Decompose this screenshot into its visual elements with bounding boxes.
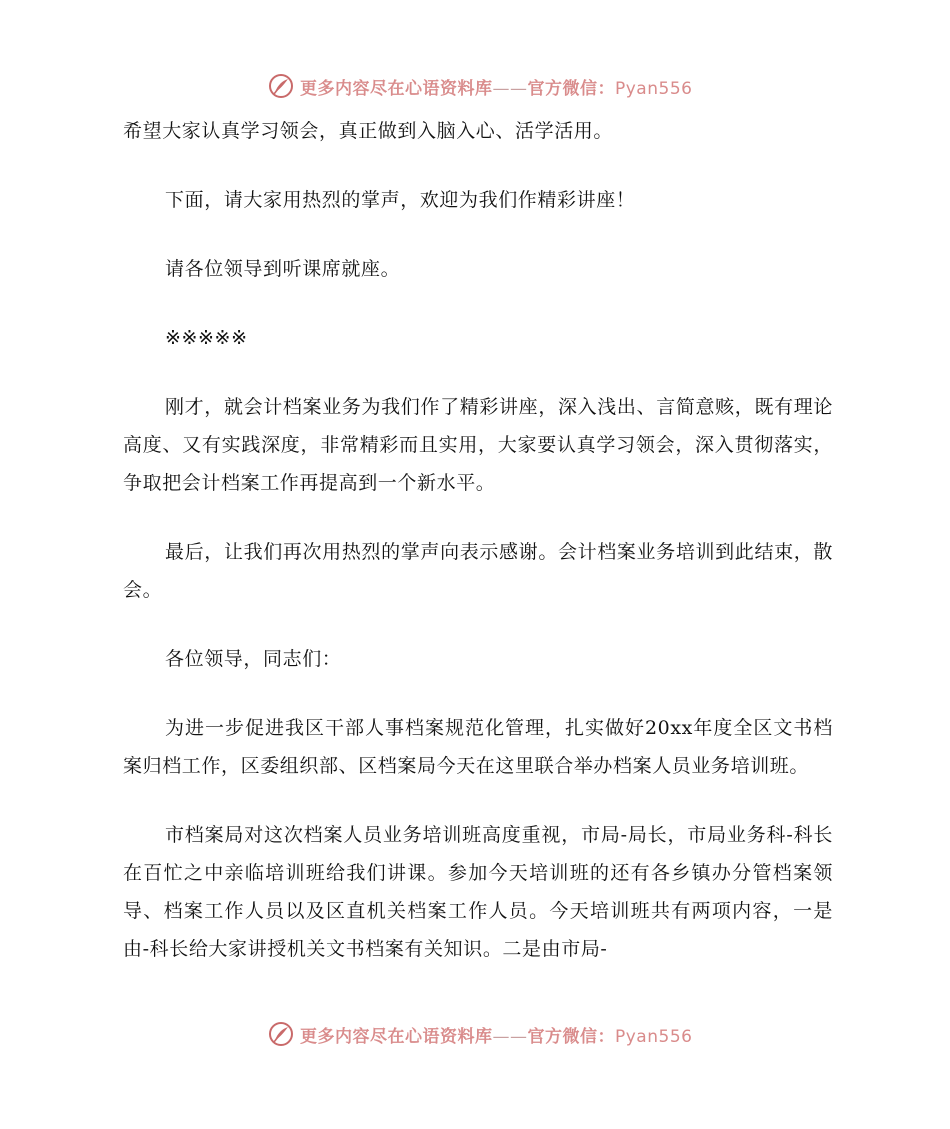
- paragraph: 最后，让我们再次用热烈的掌声向表示感谢。会计档案业务培训到此结束，散会。: [123, 541, 833, 601]
- paragraph: 市档案局对这次档案人员业务培训班高度重视，市局-局长，市局业务科-科长在百忙之中亲临培训班给我们讲课。参加今天培训班的还有各乡镇办分管档案领导、档案工作人员以及区直机关档案工作人员。今天培训班共有两项内容，一是由-科长给大家讲授机关文书档案有关知识。二是由市局-: [123, 824, 833, 960]
- paragraph: 下面，请大家用热烈的掌声，欢迎为我们作精彩讲座！: [165, 189, 636, 211]
- paragraph: 为进一步促进我区干部人事档案规范化管理，扎实做好20xx年度全区文书档案归档工作，区委组织部、区档案局今天在这里联合举办档案人员业务培训班。: [123, 717, 833, 777]
- salutation: 各位领导，同志们：: [165, 648, 342, 670]
- paragraph: 请各位领导到听课席就座。: [165, 258, 401, 280]
- document-body: [123, 112, 833, 968]
- header-watermark: [268, 71, 693, 101]
- paragraph: 刚才，就会计档案业务为我们作了精彩讲座，深入浅出、言简意赅，既有理论高度、又有实践深度，非常精彩而且实用，大家要认真学习领会，深入贯彻落实，争取把会计档案工作再提高到一个新水平。: [123, 396, 833, 494]
- footer-watermark: [268, 1019, 693, 1049]
- watermark-text: 更多内容尽在心语资料库——官方微信：Pyan556: [300, 1026, 693, 1047]
- quill-logo-icon: [268, 73, 294, 99]
- paragraph: 希望大家认真学习领会，真正做到入脑入心、活学活用。: [123, 120, 614, 142]
- quill-logo-icon: [268, 1021, 294, 1047]
- watermark-text: 更多内容尽在心语资料库——官方微信：Pyan556: [300, 78, 693, 99]
- separator-marks: ※※※※※: [165, 327, 248, 349]
